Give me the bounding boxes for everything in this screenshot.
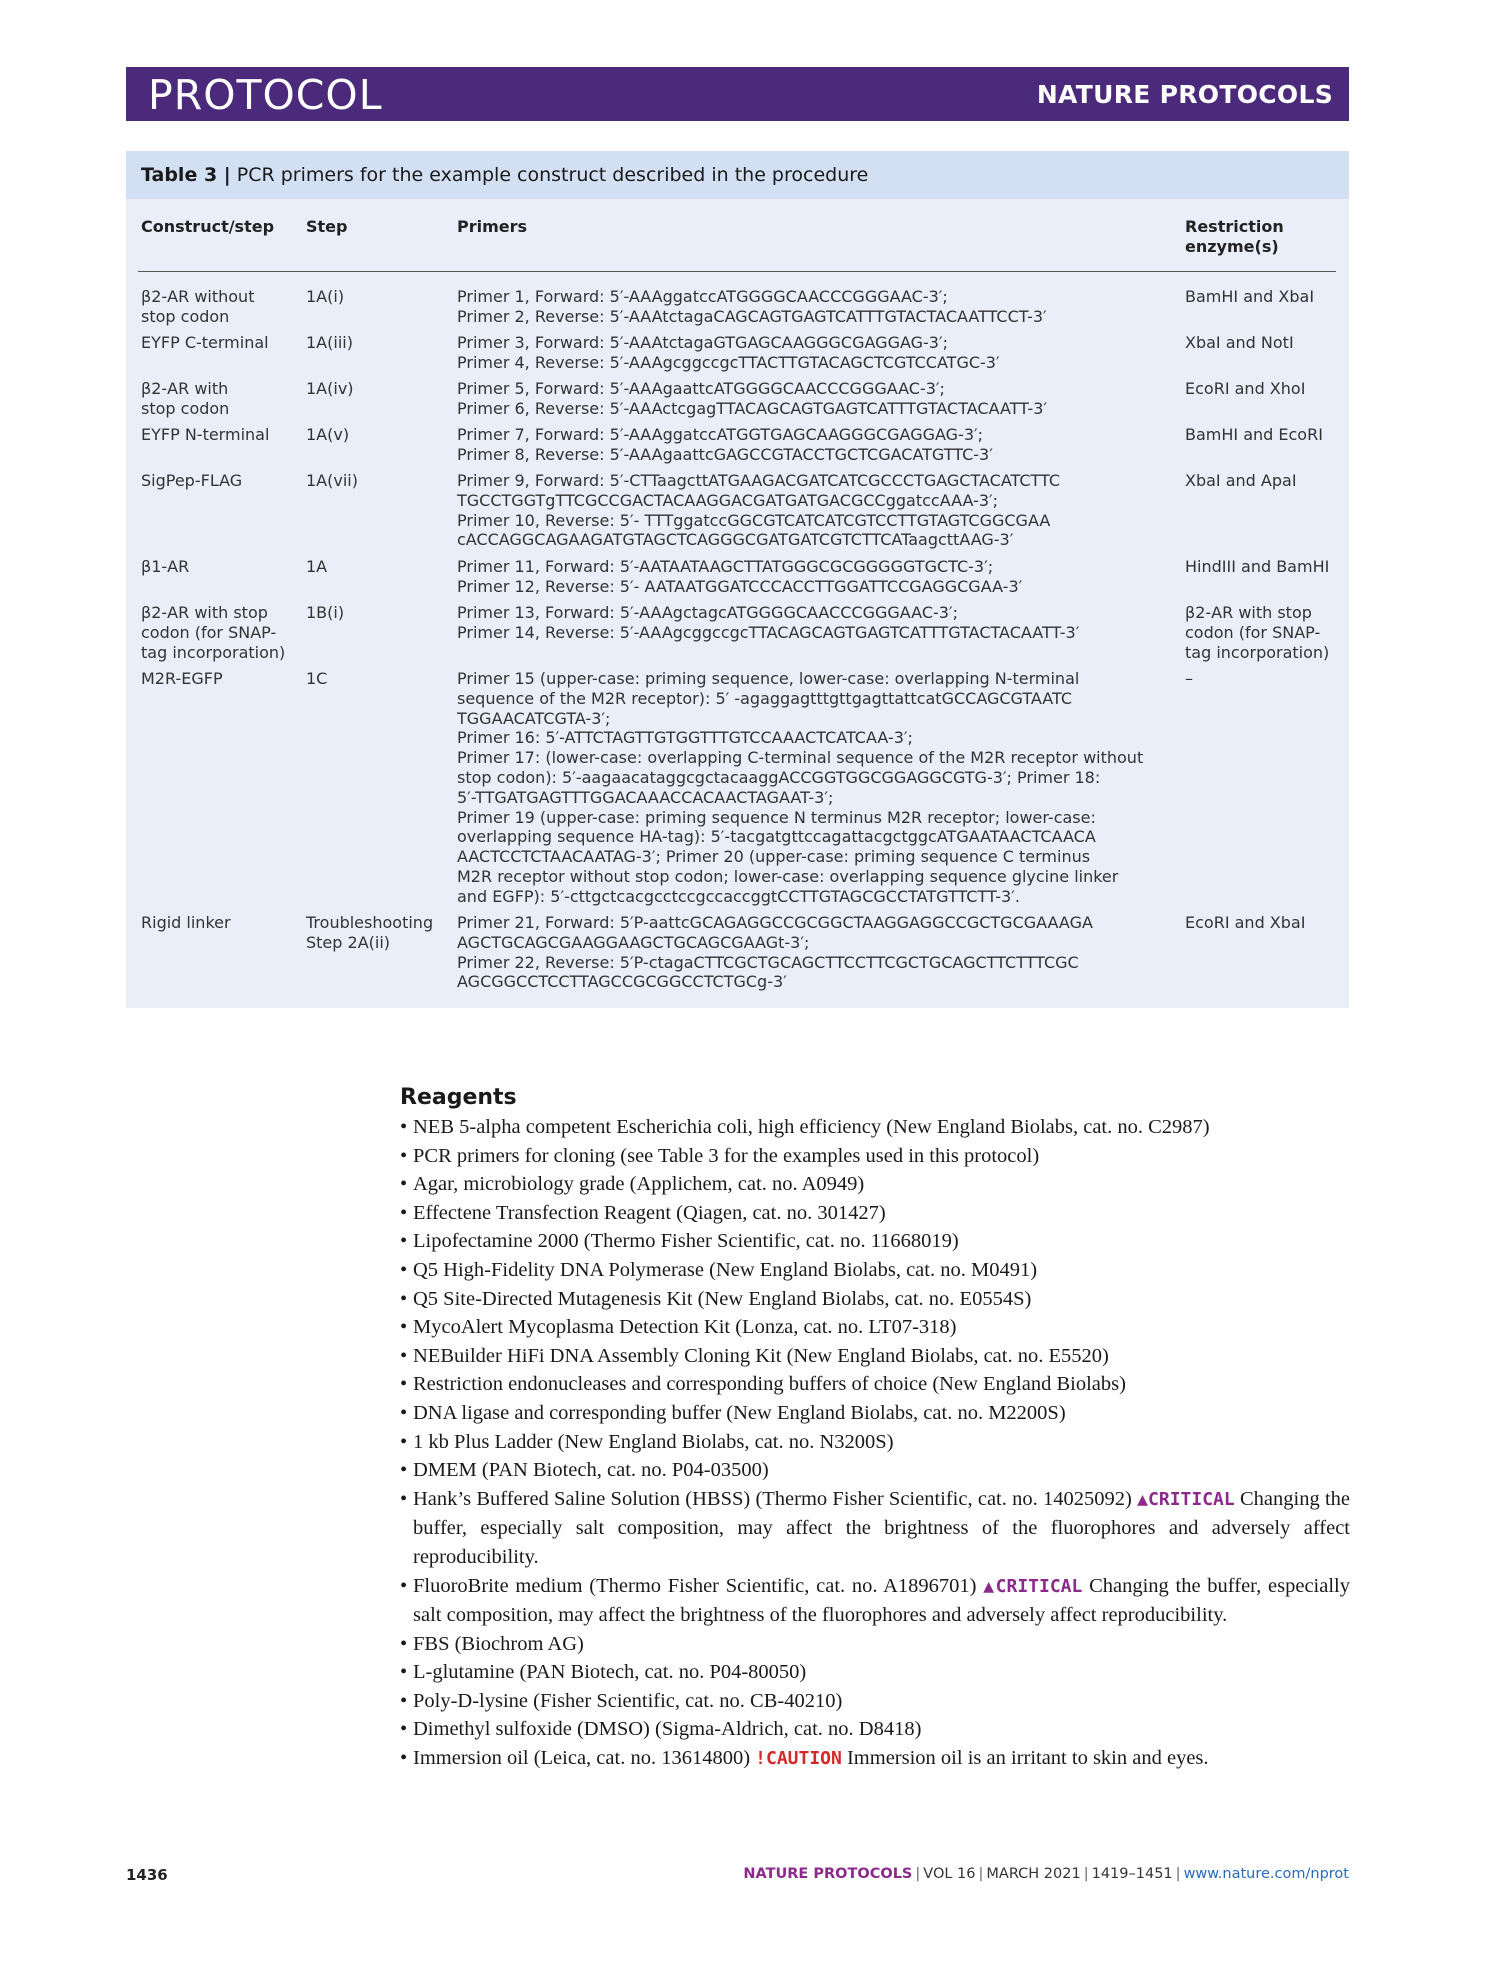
cell-step: 1B(i) bbox=[306, 603, 345, 622]
cell-construct: M2R-EGFP bbox=[141, 669, 223, 688]
cell-construct: EYFP C-terminal bbox=[141, 333, 269, 352]
table-caption bbox=[126, 151, 1349, 199]
footer-volume: VOL 16 bbox=[923, 1866, 976, 1882]
cell-primers: Primer 3, Forward: 5′-AAAtctagaGTGAGCAAGGGCGAGGAG-3′; Primer 4, Reverse: 5′-AAAgcggccgcTTACTTGTACAGCTCGTCCATGC-3′ bbox=[457, 333, 1000, 372]
list-item: • NEB 5-alpha competent Escherichia coli, high efficiency (New England Biolabs, cat. no. C2987) bbox=[400, 1116, 1210, 1138]
footer-date: MARCH 2021 bbox=[986, 1866, 1081, 1882]
cell-primers: Primer 7, Forward: 5′-AAAggatccATGGTGAGCAAGGGCGAGGAG-3′; Primer 8, Reverse: 5′-AAAgaattcGAGCCGTACCTGCTCGACATGTTC-3′ bbox=[457, 425, 993, 464]
cell-step: 1A(i) bbox=[306, 287, 345, 306]
list-item: • Lipofectamine 2000 (Thermo Fisher Scientific, cat. no. 11668019) bbox=[400, 1230, 959, 1253]
page-number: 1436 bbox=[126, 1866, 168, 1884]
caution-label: !CAUTION bbox=[755, 1748, 842, 1770]
col-header-enzymes: Restriction enzyme(s) bbox=[1185, 217, 1284, 256]
cell-step: 1A(iv) bbox=[306, 379, 354, 398]
list-item: • FBS (Biochrom AG) bbox=[400, 1632, 584, 1655]
cell-enzymes: XbaI and NotI bbox=[1185, 333, 1294, 352]
list-item: • Immersion oil (Leica, cat. no. 13614800) !CAUTION Immersion oil is an irritant to skin and eyes. bbox=[400, 1747, 1209, 1770]
cell-step: 1A(vii) bbox=[306, 471, 358, 490]
reagents-heading: Reagents bbox=[400, 1085, 517, 1110]
list-item: • Hank’s Buffered Saline Solution (HBSS) (Thermo Fisher Scientific, cat. no. 14025092) ▲CRITICAL Changing the buffer, especially salt composition, may affect the brightness of the fluorophores and adversely affect reproducibility. bbox=[400, 1487, 1350, 1568]
list-item: • Restriction endonucleases and corresponding buffers of choice (New England Biolabs) bbox=[400, 1373, 1126, 1396]
list-item: • DNA ligase and corresponding buffer (New England Biolabs, cat. no. M2200S) bbox=[400, 1401, 1066, 1424]
footer-pages: 1419–1451 bbox=[1091, 1866, 1173, 1882]
reagents-section bbox=[400, 1083, 1350, 1774]
list-item: • 1 kb Plus Ladder (New England Biolabs, cat. no. N3200S) bbox=[400, 1430, 894, 1453]
list-item: • Agar, microbiology grade (Applichem, cat. no. A0949) bbox=[400, 1173, 865, 1196]
cell-step: 1C bbox=[306, 669, 328, 688]
cell-construct: β1-AR bbox=[141, 557, 190, 576]
cell-primers: Primer 11, Forward: 5′-AATAATAAGCTTATGGGCGCGGGGGTGCTC-3′; Primer 12, Reverse: 5′- AATAATGGATCCCACCTTGGATTCCGAGGCGAA-3′ bbox=[457, 557, 1023, 596]
table-header-rule bbox=[138, 271, 1336, 272]
cell-primers: Primer 9, Forward: 5′-CTTaagcttATGAAGACGATCATCGCCCTGAGCTACATCTTC TGCCTGGTgTTCGCCGACTACAAGGACGATGATGACGCCggatccAAA-3′; Primer 10, Reverse: 5′- TTTggatccGGCGTCATCATCGTCCTTGTAGTCGGCGAA cACCAGGCAGAAGATGTAGCTCAGGGCGATGATCGTCTTCATaagcttAAG-3′ bbox=[457, 471, 1061, 550]
list-item: • DMEM (PAN Biotech, cat. no. P04-03500) bbox=[400, 1459, 769, 1482]
cell-primers: Primer 15 (upper-case: priming sequence, lower-case: overlapping N-terminal sequence of the M2R receptor): 5′ -agaggagtttgttgagttattcatGCCAGCGTAATC TGGAACATCGTA-3′; Primer 16: 5′-ATTCTAGTTGTGGTTTGTCCAAACTCATCAA-3′; Primer 17: (lower-case: overlapping C-terminal sequence of the M2R receptor without stop codon): 5′-aagaacataggcgctacaaggACCGGTGGCGGAGGCGTG-3′; Primer 18: 5′-TTGATGAGTTTGGACAAACCACAACTAGAAT-3′; Primer 19 (upper-case: priming sequence N terminus M2R receptor; lower-case: overlapping sequence HA-tag): 5′-tacgatgttccagattacgctggcATGAATAACTCAACA AACTCCTCTAACAATAG-3′; Primer 20 (upper-case: priming sequence C terminus M2R receptor without stop codon; lower-case: overlapping sequence glycine linker and EGFP): 5′-cttgctcacgcctccgccaccggtCCTTGTAGCGCCTATGTTCTT-3′. bbox=[457, 669, 1144, 906]
cell-construct: β2-AR without stop codon bbox=[141, 287, 255, 326]
cell-primers: Primer 13, Forward: 5′-AAAgctagcATGGGGCAACCCGGGAAC-3′; Primer 14, Reverse: 5′-AAAgcggccgcTTACAGCAGTGAGTCATTTGTACTACAATT-3′ bbox=[457, 603, 1080, 642]
cell-primers: Primer 1, Forward: 5′-AAAggatccATGGGGCAACCCGGGAAC-3′; Primer 2, Reverse: 5′-AAAtctagaCAGCAGTGAGTCATTTGTACTACAATTCCT-3′ bbox=[457, 287, 1047, 326]
footer-journal: NATURE PROTOCOLS bbox=[743, 1866, 913, 1882]
cell-enzymes: BamHI and EcoRI bbox=[1185, 425, 1323, 444]
list-item: • Poly-D-lysine (Fisher Scientific, cat. no. CB-40210) bbox=[400, 1689, 843, 1712]
table-label: Table 3 | bbox=[141, 164, 231, 186]
cell-primers: Primer 5, Forward: 5′-AAAgaattcATGGGGCAACCCGGGAAC-3′; Primer 6, Reverse: 5′-AAActcgagTTACAGCAGTGAGTCATTTGTACTACAATT-3′ bbox=[457, 379, 1048, 418]
col-header-primers: Primers bbox=[457, 217, 528, 236]
cell-primers: Primer 21, Forward: 5′P-aattcGCAGAGGCCGCGGCTAAGGAGGCCGCTGCGAAAGA AGCTGCAGCGAAGGAAGCTGCAGCGAAGt-3′; Primer 22, Reverse: 5′P-ctagaCTTCGCTGCAGCTTCCTTCGCTGCAGCTTCTTTCGC AGCGGCCTCCTTAGCCGCGGCCTCTGCg-3′ bbox=[457, 913, 1093, 992]
list-item: • Effectene Transfection Reagent (Qiagen, cat. no. 301427) bbox=[400, 1201, 886, 1224]
col-header-construct: Construct/step bbox=[141, 217, 275, 236]
cell-enzymes: EcoRI and XhoI bbox=[1185, 379, 1306, 398]
table-title: PCR primers for the example construct described in the procedure bbox=[236, 164, 869, 186]
page-footer: NATURE PROTOCOLS | VOL 16 | MARCH 2021 | 1419–1451 | www.nature.com/nprot bbox=[743, 1866, 1349, 1882]
cell-step: 1A(v) bbox=[306, 425, 350, 444]
list-item: • FluoroBrite medium (Thermo Fisher Scientific, cat. no. A1896701) ▲CRITICAL Changing the buffer, especially salt composition, may affect the brightness of the fluorophores and adversely affect reproducibility. bbox=[400, 1574, 1350, 1627]
critical-label: ▲CRITICAL bbox=[983, 1575, 1083, 1597]
list-item: • L-glutamine (PAN Biotech, cat. no. P04-80050) bbox=[400, 1661, 807, 1684]
table-3 bbox=[126, 151, 1349, 1008]
cell-construct: EYFP N-terminal bbox=[141, 425, 270, 444]
list-item: • PCR primers for cloning (see Table 3 for the examples used in this protocol) bbox=[400, 1144, 1040, 1167]
journal-name: NATURE PROTOCOLS bbox=[1036, 80, 1333, 109]
cell-step: 1A(iii) bbox=[306, 333, 353, 352]
list-item: • Q5 High-Fidelity DNA Polymerase (New England Biolabs, cat. no. M0491) bbox=[400, 1258, 1038, 1281]
list-item: • Q5 Site-Directed Mutagenesis Kit (New England Biolabs, cat. no. E0554S) bbox=[400, 1287, 1032, 1310]
reagents-list bbox=[400, 1113, 1350, 1774]
cell-enzymes: β2-AR with stop codon (for SNAP-tag incorporation) bbox=[1185, 603, 1330, 662]
cell-construct: β2-AR with stop codon bbox=[141, 379, 230, 418]
cell-enzymes: HindIII and BamHI bbox=[1185, 557, 1330, 576]
cell-construct: Rigid linker bbox=[141, 913, 231, 932]
cell-enzymes: – bbox=[1185, 669, 1193, 688]
footer-url-link[interactable]: www.nature.com/nprot bbox=[1183, 1866, 1349, 1882]
list-item: • MycoAlert Mycoplasma Detection Kit (Lonza, cat. no. LT07-318) bbox=[400, 1316, 957, 1339]
cell-enzymes: XbaI and ApaI bbox=[1185, 471, 1297, 490]
section-label: PROTOCOL bbox=[148, 71, 383, 119]
cell-step: Troubleshooting Step 2A(ii) bbox=[306, 913, 434, 952]
page-header-bar bbox=[126, 67, 1349, 121]
list-item: • Dimethyl sulfoxide (DMSO) (Sigma-Aldrich, cat. no. D8418) bbox=[400, 1718, 922, 1741]
cell-construct: β2-AR with stop codon (for SNAP-tag incorporation) bbox=[141, 603, 286, 662]
critical-label: ▲CRITICAL bbox=[1137, 1488, 1235, 1510]
cell-enzymes: BamHI and XbaI bbox=[1185, 287, 1315, 306]
cell-step: 1A bbox=[306, 557, 328, 576]
cell-enzymes: EcoRI and XbaI bbox=[1185, 913, 1306, 932]
cell-construct: SigPep-FLAG bbox=[141, 471, 243, 490]
list-item: • NEBuilder HiFi DNA Assembly Cloning Kit (New England Biolabs, cat. no. E5520) bbox=[400, 1344, 1109, 1367]
col-header-step: Step bbox=[306, 217, 348, 236]
